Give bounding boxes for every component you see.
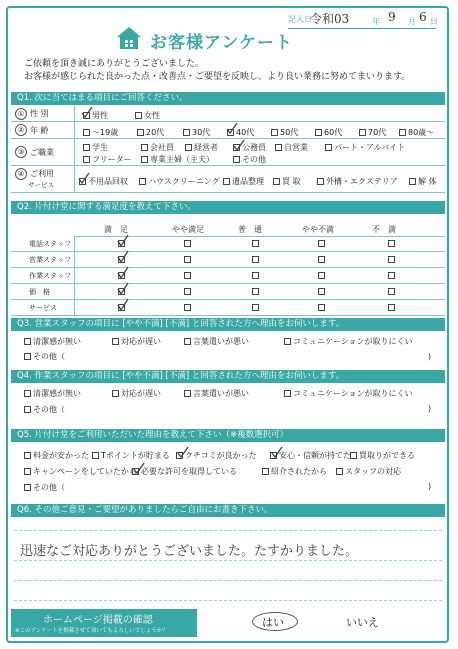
- date-year-unit: 年: [372, 17, 380, 26]
- col-dissatisfied: 不 満: [372, 225, 396, 234]
- q5-option-cheap[interactable]: 料金が安かった: [24, 450, 89, 461]
- q5-option-other[interactable]: その他（: [24, 482, 65, 493]
- check-mark-icon: [270, 446, 284, 460]
- radio-dissatisfied[interactable]: [388, 240, 395, 247]
- q4-option-other[interactable]: その他（: [24, 404, 65, 415]
- radio-neutral[interactable]: [252, 256, 259, 263]
- q6-rule-2: [14, 560, 442, 561]
- date-day-unit: 日: [430, 17, 438, 26]
- q1-age-row: ② 年 齢 ～19歳 20代 30代 40代 50代 60代 70代 80歳～: [11, 122, 445, 139]
- date-month: 9: [388, 10, 396, 24]
- option-age-40s[interactable]: 40代: [227, 127, 254, 138]
- publish-note: ※このアンケートを掲載させて頂いてもよろしいでしょうか？: [15, 628, 168, 634]
- service-label-2: サービス: [28, 181, 54, 189]
- q4-option-communication[interactable]: コミュニケーションが取りにくい: [284, 388, 413, 399]
- option-part-time[interactable]: パート・アルバイト: [325, 142, 405, 153]
- check-mark-icon: [116, 266, 130, 280]
- q2-heading: Q2. 片付け堂に関する満足度を教えて下さい。: [11, 201, 445, 214]
- q2-row-work-staff: 作業スタッフ: [11, 268, 445, 284]
- q1-gender-row: ① 性 別 男性 女性: [11, 106, 445, 122]
- date-day: 6: [419, 10, 427, 24]
- option-job-other[interactable]: その他: [233, 154, 266, 165]
- check-mark-icon: [77, 172, 91, 186]
- q6-answer[interactable]: 迅速なご対応ありがとうございました。たすかりました。: [20, 544, 359, 559]
- col-somewhat-dissatisfied: やや不満: [302, 225, 334, 234]
- check-mark-icon: [116, 298, 130, 312]
- radio-somewhat-satisfied[interactable]: [184, 256, 191, 263]
- q3-option-rude[interactable]: 言葉遣いが悪い: [184, 336, 249, 347]
- option-female[interactable]: 女性: [135, 110, 160, 121]
- option-exterior[interactable]: 外構・エクステリア: [317, 176, 398, 187]
- q4-option-slow[interactable]: 対応が遅い: [112, 388, 161, 399]
- option-age-80plus[interactable]: 80歳～: [399, 127, 434, 138]
- option-freeter[interactable]: フリーター: [83, 154, 132, 165]
- check-mark-icon: [116, 234, 130, 248]
- q3-option-other[interactable]: その他（: [24, 351, 65, 362]
- publish-confirmation-bar: [11, 609, 197, 637]
- check-mark-icon: [116, 250, 130, 264]
- date-month-unit: 月: [408, 17, 416, 26]
- option-male[interactable]: 男性: [83, 110, 108, 121]
- radio-neutral[interactable]: [252, 272, 259, 279]
- radio-somewhat-dissatisfied[interactable]: [318, 288, 325, 295]
- q5-paren-close: ): [428, 482, 432, 491]
- q2-row-service: サービス: [11, 300, 445, 316]
- check-mark-icon: [80, 106, 94, 120]
- q3-paren-close: ): [428, 352, 432, 361]
- option-student[interactable]: 学生: [83, 142, 108, 153]
- radio-dissatisfied[interactable]: [388, 288, 395, 295]
- q5-option-trust[interactable]: 安心・信頼が持てた: [270, 450, 351, 461]
- radio-somewhat-satisfied[interactable]: [184, 304, 191, 311]
- q6-rule-3: [14, 580, 442, 581]
- radio-dissatisfied[interactable]: [388, 304, 395, 311]
- q4-heading: Q4. 作業スタッフの項目に [やや不満] [不満] と回答された方へ理由をお伺いします。: [11, 370, 445, 383]
- q6-rule-4: [14, 600, 442, 601]
- q6-heading: Q6. その他ご意見・ご要望がありましたらご自由にお書き下さい。: [11, 504, 445, 517]
- radio-somewhat-dissatisfied[interactable]: [318, 240, 325, 247]
- radio-somewhat-dissatisfied[interactable]: [318, 304, 325, 311]
- col-neutral: 普 通: [238, 225, 262, 234]
- q2-row-sales-staff: 営業スタッフ: [11, 252, 445, 268]
- q5-option-buyback[interactable]: 買取りができる: [350, 450, 415, 461]
- publish-title: ホームページ掲載の確認: [43, 615, 153, 626]
- radio-neutral[interactable]: [252, 240, 259, 247]
- q1-service-row: ④ ご利用 サービス 不用品回収 ハウスクリーニング 遺品整理 買 取 外構・エクステリア 解 体: [11, 166, 445, 193]
- q5-heading: Q5. 片付け堂をご利用いただいた理由を教えて下さい（※複数選択可）: [11, 429, 445, 442]
- option-age-60s[interactable]: 60代: [315, 127, 342, 138]
- radio-somewhat-dissatisfied[interactable]: [318, 272, 325, 279]
- option-age-70s[interactable]: 70代: [359, 127, 386, 138]
- check-mark-icon: [176, 446, 190, 460]
- gender-label: 性 別: [30, 109, 49, 118]
- q1-heading: Q1. 次に当てはまる項目にご回答ください。: [11, 92, 445, 105]
- q4-option-rude[interactable]: 言葉遣いが悪い: [184, 388, 249, 399]
- page-title: お客様アンケート: [150, 33, 293, 53]
- radio-somewhat-satisfied[interactable]: [184, 240, 191, 247]
- check-mark-icon: [132, 462, 146, 476]
- check-mark-icon: [232, 139, 246, 153]
- house-logo-icon: [116, 26, 142, 50]
- q3-heading: Q3. 営業スタッフの項目に [やや不満] [不満] と回答された方へ理由をお伺いします。: [11, 318, 445, 331]
- option-homemaker[interactable]: 専業主婦（主夫）: [141, 154, 214, 165]
- option-company-employee[interactable]: 会社員: [141, 142, 174, 153]
- q4-paren-close: ): [428, 404, 432, 413]
- radio-somewhat-satisfied[interactable]: [184, 272, 191, 279]
- q5-option-staff[interactable]: スタッフの対応: [336, 466, 401, 477]
- q5-option-licensed[interactable]: 必要な許可を取得している: [132, 466, 237, 477]
- col-somewhat-satisfied: やや満足: [172, 225, 204, 234]
- yes-option[interactable]: はい: [262, 616, 284, 629]
- radio-dissatisfied[interactable]: [388, 256, 395, 263]
- option-house-cleaning[interactable]: ハウスクリーニング: [139, 176, 220, 187]
- q3-option-communication[interactable]: コミュニケーションが取りにくい: [284, 336, 413, 347]
- no-option[interactable]: いいえ: [346, 616, 379, 629]
- option-buyback[interactable]: 買 取: [273, 176, 301, 187]
- q1-job-row: ③ ご職業 学生 会社員 経営者 公務員 自営業 パート・アルバイト フリーター 専業主婦（主夫） その他: [11, 139, 445, 166]
- q4-option-unclean[interactable]: 清潔感が無い: [24, 388, 81, 399]
- option-age-50s[interactable]: 50代: [271, 127, 298, 138]
- check-mark-icon: [116, 282, 130, 296]
- intro-line-1: ご依頼を頂き誠にありがとうございました。: [24, 59, 205, 69]
- age-label: 年 齢: [30, 125, 49, 135]
- option-age-30s[interactable]: 30代: [183, 127, 210, 138]
- q6-rule-1: [14, 530, 442, 531]
- radio-somewhat-dissatisfied[interactable]: [318, 256, 325, 263]
- option-age-20s[interactable]: 20代: [137, 127, 164, 138]
- option-age-under19[interactable]: ～19歳: [83, 127, 118, 138]
- q5-option-referral[interactable]: 紹介されたから: [262, 466, 327, 477]
- option-estate-clearing[interactable]: 遺品整理: [223, 176, 264, 187]
- option-junk-removal[interactable]: 不用品回収: [79, 176, 128, 187]
- radio-dissatisfied[interactable]: [388, 272, 395, 279]
- date-era: 令和03: [310, 12, 350, 26]
- q2-row-price: 価 格: [11, 284, 445, 300]
- q3-option-unclean[interactable]: 清潔感が無い: [24, 336, 81, 347]
- option-executive[interactable]: 経営者: [185, 142, 218, 153]
- intro-line-2: お客様が感じられた良かった点・改善点・ご要望を反映し、より良い業務に努めてまいります。: [24, 72, 411, 82]
- date-field[interactable]: [288, 10, 436, 29]
- radio-neutral[interactable]: [252, 288, 259, 295]
- q5-option-tpoint[interactable]: Tポイントが貯まる: [92, 450, 170, 461]
- col-satisfied: 満 足: [104, 225, 128, 234]
- service-label: ご利用: [30, 169, 54, 178]
- q2-row-phone-staff: 電話スタッフ: [11, 236, 445, 252]
- radio-somewhat-satisfied[interactable]: [184, 288, 191, 295]
- option-civil-servant[interactable]: 公務員: [233, 142, 266, 153]
- q5-option-campaign[interactable]: キャンペーンをしていたから: [24, 466, 137, 477]
- q5-option-reviews[interactable]: クチコミが良かった: [176, 450, 257, 461]
- option-self-employed[interactable]: 自営業: [275, 142, 308, 153]
- date-label: 記入日: [288, 15, 312, 24]
- job-label: ご職業: [30, 147, 54, 157]
- option-demolition[interactable]: 解 体: [409, 176, 437, 187]
- q3-option-slow[interactable]: 対応が遅い: [112, 336, 161, 347]
- check-mark-icon: [225, 122, 239, 136]
- radio-neutral[interactable]: [252, 304, 259, 311]
